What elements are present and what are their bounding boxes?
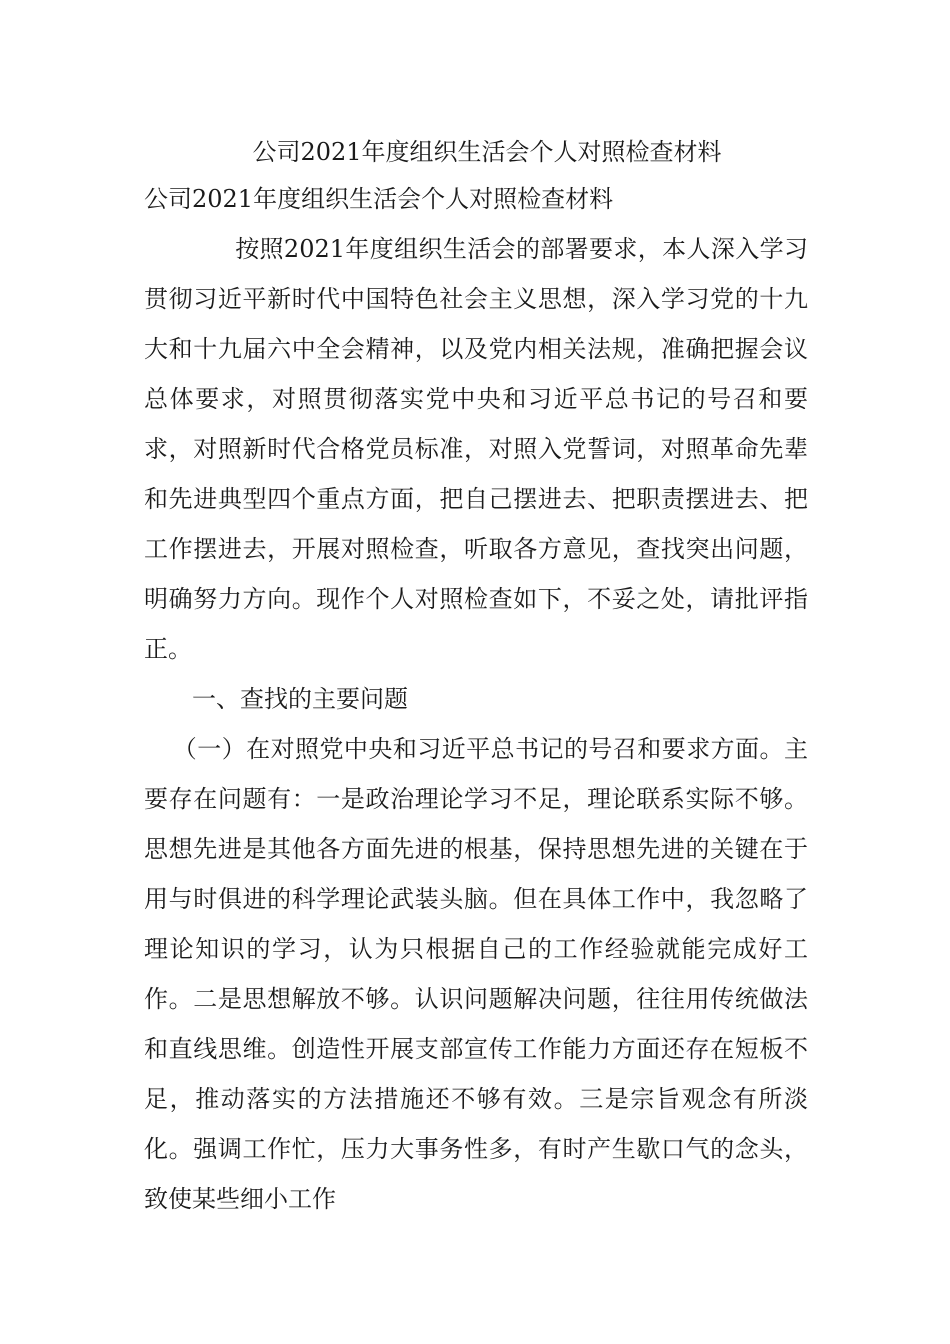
section-paragraph: （一）在对照党中央和习近平总书记的号召和要求方面。主要存在问题有：一是政治理论学习不足，理论联系实际不够。思想先进是其他各方面先进的根基，保持思想先进的关键在于用与时俱进的科学理论武装头脑。但在具体工作中，我忽略了理论知识的学习，认为只根据自己的工作经验就能完成好工作。二是思想解放不够。认识问题解决问题，往往用传统做法和直线思维。创造性开展支部宣传工作能力方面还存在短板不足，推动落实的方法措施还不够有效。三是宗旨观念有所淡化。强调工作忙，压力大事务性多，有时产生歇口气的念头，致使某些细小工作 xyxy=(144,735,808,1213)
document-body xyxy=(144,130,808,1224)
document-subtitle: 公司2021年度组织生活会个人对照检查材料 xyxy=(144,185,614,213)
intro-paragraph: 按照2021年度组织生活会的部署要求，本人深入学习贯彻习近平新时代中国特色社会主义思想，深入学习党的十九大和十九届六中全会精神，以及党内相关法规，准确把握会议总体要求，对照贯彻落实党中央和习近平总书记的号召和要求，对照新时代合格党员标准，对照入党誓词，对照革命先辈和先进典型四个重点方面，把自己摆进去、把职责摆进去、把工作摆进去，开展对照检查，听取各方意见，查找突出问题，明确努力方向。现作个人对照检查如下，不妥之处，请批评指正。 xyxy=(144,235,808,663)
document-title: 公司2021年度组织生活会个人对照检查材料 xyxy=(252,138,722,166)
section-heading: 一、查找的主要问题 xyxy=(192,685,408,713)
